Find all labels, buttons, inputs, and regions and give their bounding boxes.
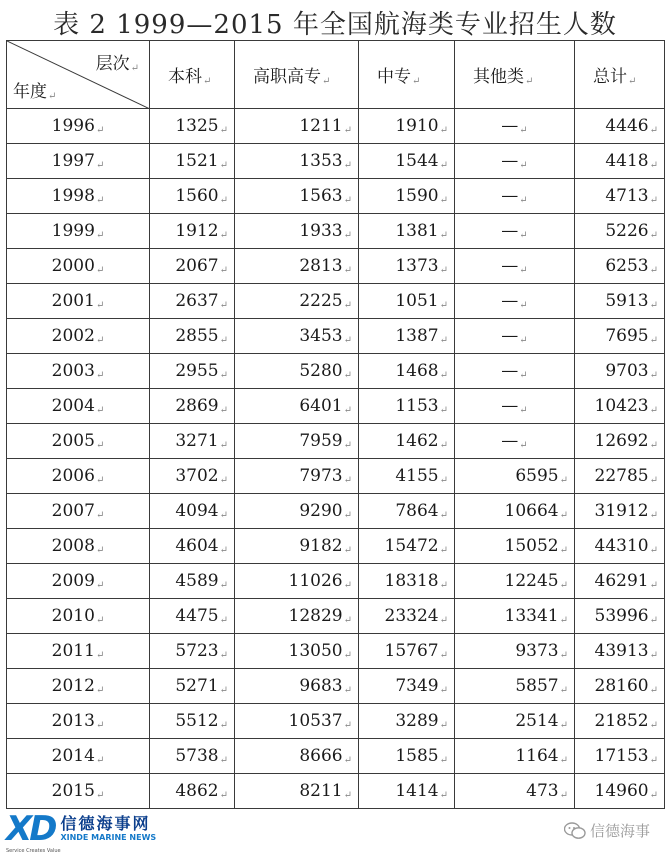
table-row: [7, 529, 665, 564]
value-cell-secondary: 1414↵: [359, 774, 455, 809]
value-cell-secondary: 1462↵: [359, 424, 455, 459]
value-cell-undergrad: 2067↵: [150, 249, 235, 284]
table-row: [7, 739, 665, 774]
value-cell-undergrad: 1521↵: [150, 144, 235, 179]
value-cell-vocational: 9290↵: [235, 494, 359, 529]
year-cell: 2001↵: [7, 284, 150, 319]
value-cell-vocational: 12829↵: [235, 599, 359, 634]
value-cell-total: 4446↵: [575, 109, 665, 144]
value-cell-secondary: 1585↵: [359, 739, 455, 774]
year-cell: 2007↵: [7, 494, 150, 529]
value-cell-secondary: 1381↵: [359, 214, 455, 249]
value-cell-undergrad: 3271↵: [150, 424, 235, 459]
value-cell-undergrad: 1912↵: [150, 214, 235, 249]
table-row: [7, 774, 665, 809]
value-cell-undergrad: 1560↵: [150, 179, 235, 214]
diagonal-header-cell: [7, 41, 150, 109]
value-cell-vocational: 9683↵: [235, 669, 359, 704]
column-header-undergrad: 本科↵: [150, 41, 235, 109]
year-cell: 2005↵: [7, 424, 150, 459]
table-row: [7, 284, 665, 319]
year-cell: 2015↵: [7, 774, 150, 809]
year-cell: 2004↵: [7, 389, 150, 424]
value-cell-secondary: 1910↵: [359, 109, 455, 144]
column-header-other: 其他类↵: [455, 41, 575, 109]
table-row: [7, 634, 665, 669]
wechat-icon: [564, 822, 586, 840]
value-cell-other: —↵: [455, 179, 575, 214]
value-cell-secondary: 1590↵: [359, 179, 455, 214]
year-cell: 2010↵: [7, 599, 150, 634]
value-cell-total: 7695↵: [575, 319, 665, 354]
year-cell: 1997↵: [7, 144, 150, 179]
value-cell-secondary: 1153↵: [359, 389, 455, 424]
value-cell-vocational: 6401↵: [235, 389, 359, 424]
value-cell-other: —↵: [455, 319, 575, 354]
level-header-label: 层次↵: [95, 54, 139, 74]
value-cell-other: —↵: [455, 109, 575, 144]
value-cell-undergrad: 2637↵: [150, 284, 235, 319]
value-cell-undergrad: 4604↵: [150, 529, 235, 564]
table-row: [7, 144, 665, 179]
value-cell-vocational: 3453↵: [235, 319, 359, 354]
wechat-label: 信德海事: [589, 822, 650, 840]
value-cell-secondary: 1051↵: [359, 284, 455, 319]
logo-chinese-name: 信德海事网: [60, 814, 151, 833]
value-cell-undergrad: 5271↵: [150, 669, 235, 704]
table-row: [7, 424, 665, 459]
year-cell: 2008↵: [7, 529, 150, 564]
value-cell-vocational: 1563↵: [235, 179, 359, 214]
value-cell-undergrad: 2855↵: [150, 319, 235, 354]
value-cell-vocational: 7959↵: [235, 424, 359, 459]
table-title: 表 2 1999—2015 年全国航海类专业招生人数: [53, 10, 617, 40]
value-cell-other: —↵: [455, 354, 575, 389]
year-cell: 2012↵: [7, 669, 150, 704]
value-cell-total: 9703↵: [575, 354, 665, 389]
value-cell-total: 21852↵: [575, 704, 665, 739]
logo-tagline: Service Creates Value: [6, 848, 61, 854]
value-cell-vocational: 8211↵: [235, 774, 359, 809]
value-cell-vocational: 1353↵: [235, 144, 359, 179]
value-cell-undergrad: 2869↵: [150, 389, 235, 424]
value-cell-vocational: 13050↵: [235, 634, 359, 669]
value-cell-total: 5226↵: [575, 214, 665, 249]
value-cell-undergrad: 4475↵: [150, 599, 235, 634]
value-cell-secondary: 15767↵: [359, 634, 455, 669]
enrollment-table: [6, 40, 665, 809]
value-cell-secondary: 18318↵: [359, 564, 455, 599]
value-cell-total: 44310↵: [575, 529, 665, 564]
table-row: [7, 564, 665, 599]
value-cell-total: 28160↵: [575, 669, 665, 704]
value-cell-other: 2514↵: [455, 704, 575, 739]
value-cell-secondary: 23324↵: [359, 599, 455, 634]
year-cell: 2013↵: [7, 704, 150, 739]
table-row: [7, 599, 665, 634]
value-cell-vocational: 2225↵: [235, 284, 359, 319]
value-cell-undergrad: 2955↵: [150, 354, 235, 389]
value-cell-undergrad: 5723↵: [150, 634, 235, 669]
year-cell: 1998↵: [7, 179, 150, 214]
value-cell-other: 5857↵: [455, 669, 575, 704]
value-cell-other: —↵: [455, 214, 575, 249]
value-cell-vocational: 10537↵: [235, 704, 359, 739]
value-cell-undergrad: 1325↵: [150, 109, 235, 144]
value-cell-undergrad: 3702↵: [150, 459, 235, 494]
value-cell-undergrad: 5738↵: [150, 739, 235, 774]
year-cell: 1996↵: [7, 109, 150, 144]
year-cell: 2009↵: [7, 564, 150, 599]
value-cell-total: 43913↵: [575, 634, 665, 669]
value-cell-total: 22785↵: [575, 459, 665, 494]
year-cell: 2014↵: [7, 739, 150, 774]
value-cell-other: 6595↵: [455, 459, 575, 494]
logo-mark: XD: [6, 809, 55, 849]
value-cell-undergrad: 4094↵: [150, 494, 235, 529]
table-row: [7, 109, 665, 144]
value-cell-vocational: 8666↵: [235, 739, 359, 774]
value-cell-total: 53996↵: [575, 599, 665, 634]
value-cell-total: 4418↵: [575, 144, 665, 179]
column-header-vocational: 高职高专↵: [235, 41, 359, 109]
value-cell-secondary: 15472↵: [359, 529, 455, 564]
value-cell-total: 4713↵: [575, 179, 665, 214]
value-cell-secondary: 1373↵: [359, 249, 455, 284]
year-cell: 2000↵: [7, 249, 150, 284]
value-cell-total: 5913↵: [575, 284, 665, 319]
value-cell-vocational: 1211↵: [235, 109, 359, 144]
table-row: [7, 669, 665, 704]
value-cell-vocational: 9182↵: [235, 529, 359, 564]
value-cell-vocational: 1933↵: [235, 214, 359, 249]
table-row: [7, 214, 665, 249]
value-cell-secondary: 1387↵: [359, 319, 455, 354]
value-cell-total: 17153↵: [575, 739, 665, 774]
value-cell-secondary: 1468↵: [359, 354, 455, 389]
value-cell-other: 1164↵: [455, 739, 575, 774]
value-cell-secondary: 7349↵: [359, 669, 455, 704]
value-cell-total: 12692↵: [575, 424, 665, 459]
table-row: [7, 179, 665, 214]
logo-english-name: XINDE MARINE NEWS: [60, 833, 157, 842]
table-row: [7, 249, 665, 284]
year-cell: 2011↵: [7, 634, 150, 669]
table-row: [7, 319, 665, 354]
value-cell-other: —↵: [455, 144, 575, 179]
value-cell-total: 10423↵: [575, 389, 665, 424]
year-cell: 2002↵: [7, 319, 150, 354]
value-cell-other: —↵: [455, 389, 575, 424]
value-cell-other: 10664↵: [455, 494, 575, 529]
value-cell-other: —↵: [455, 249, 575, 284]
value-cell-undergrad: 4589↵: [150, 564, 235, 599]
table-row: [7, 494, 665, 529]
value-cell-other: 13341↵: [455, 599, 575, 634]
value-cell-total: 46291↵: [575, 564, 665, 599]
value-cell-other: 9373↵: [455, 634, 575, 669]
value-cell-other: —↵: [455, 284, 575, 319]
xinde-logo: [6, 809, 157, 854]
wechat-watermark: [564, 820, 650, 841]
value-cell-other: 15052↵: [455, 529, 575, 564]
table-row: [7, 459, 665, 494]
value-cell-total: 14960↵: [575, 774, 665, 809]
table-row: [7, 704, 665, 739]
year-cell: 2003↵: [7, 354, 150, 389]
value-cell-vocational: 7973↵: [235, 459, 359, 494]
year-cell: 2006↵: [7, 459, 150, 494]
value-cell-other: 473↵: [455, 774, 575, 809]
value-cell-total: 6253↵: [575, 249, 665, 284]
column-header-total: 总计↵: [575, 41, 665, 109]
value-cell-undergrad: 4862↵: [150, 774, 235, 809]
header-row: [7, 41, 665, 109]
value-cell-vocational: 2813↵: [235, 249, 359, 284]
table-row: [7, 354, 665, 389]
value-cell-secondary: 3289↵: [359, 704, 455, 739]
value-cell-vocational: 5280↵: [235, 354, 359, 389]
value-cell-undergrad: 5512↵: [150, 704, 235, 739]
value-cell-total: 31912↵: [575, 494, 665, 529]
value-cell-other: —↵: [455, 424, 575, 459]
value-cell-vocational: 11026↵: [235, 564, 359, 599]
column-header-secondary: 中专↵: [359, 41, 455, 109]
value-cell-secondary: 7864↵: [359, 494, 455, 529]
year-header-label: 年度↵: [13, 82, 57, 102]
value-cell-secondary: 1544↵: [359, 144, 455, 179]
value-cell-secondary: 4155↵: [359, 459, 455, 494]
table-row: [7, 389, 665, 424]
value-cell-other: 12245↵: [455, 564, 575, 599]
year-cell: 1999↵: [7, 214, 150, 249]
